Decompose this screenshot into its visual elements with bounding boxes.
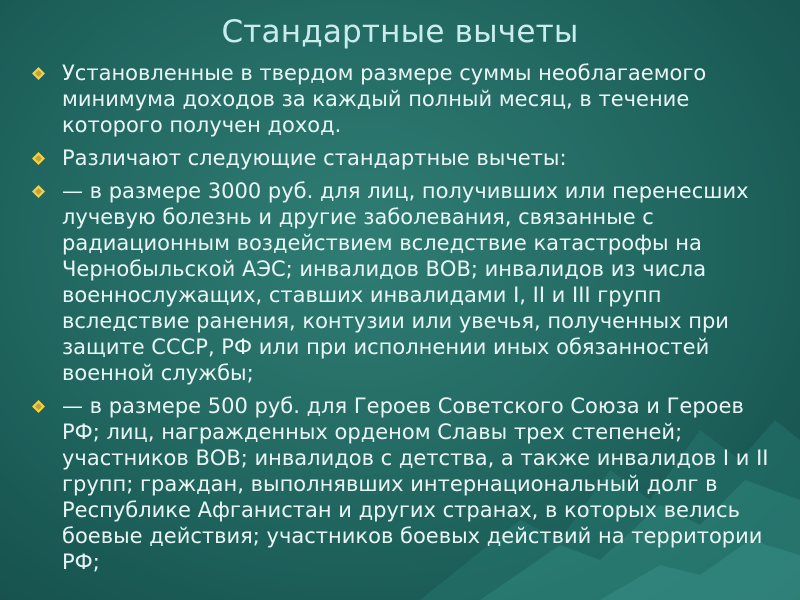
diamond-bullet-icon (32, 400, 45, 413)
slide-title: Стандартные вычеты (221, 14, 579, 50)
list-item-text: Различают следующие стандартные вычеты: (62, 146, 567, 170)
list-item (30, 145, 775, 171)
list-item-text: Установленные в твердом размере суммы необлагаемого минимума доходов за каждый полный месяц, в течение которого получен доход. (62, 61, 707, 137)
diamond-bullet-icon (32, 67, 45, 80)
diamond-bullet-icon (32, 152, 45, 165)
list-item (30, 178, 775, 386)
list-item-text: — в размере 3000 руб. для лиц, получивших или перенесших лучевую болезнь и другие заболевания, связанные с радиационным воздействием вследствие катастрофы на Чернобыльской АЭС; инвалидов ВОВ; инвалидов из числа военнослужащих, ставших инвалидами I, II и III групп вследствие ранения, контузии или увечья, полученных при защите СССР, РФ или при исполнении иных обязанностей военной службы; (62, 179, 749, 385)
list-item (30, 393, 775, 575)
bullet-list (30, 60, 775, 582)
list-item-text: — в размере 500 руб. для Героев Советского Союза и Героев РФ; лиц, награжденных орденом Славы трех степеней; участников ВОВ; инвалидов с детства, а также инвалидов I и II групп; граждан, выполнявших интернациональный долг в Республике Афганистан и других странах, в которых велись боевые действия; участников боевых действий на территории РФ; (62, 394, 769, 574)
diamond-bullet-icon (32, 185, 45, 198)
list-item (30, 60, 775, 138)
